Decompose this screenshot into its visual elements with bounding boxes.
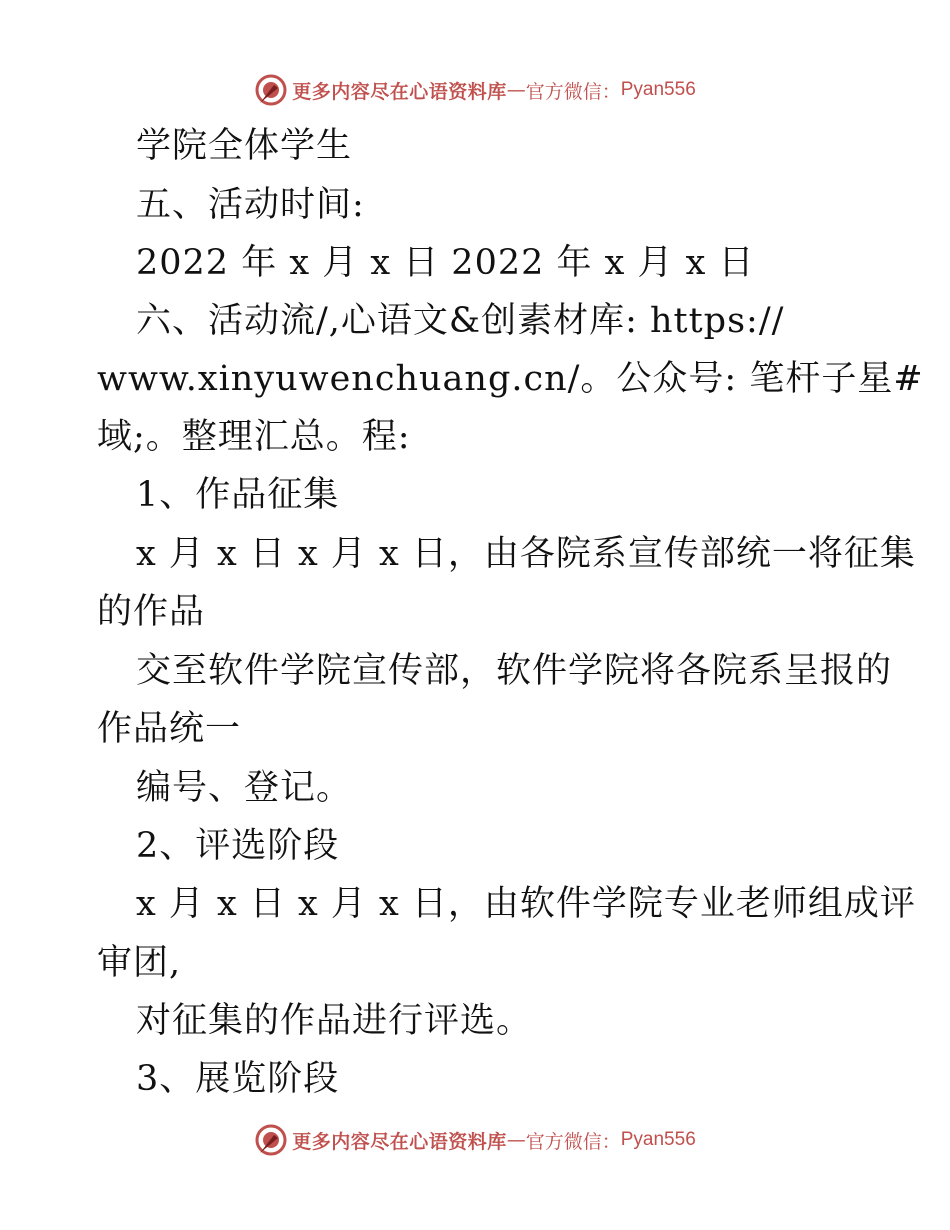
- doc-line: 交至软件学院宣传部，软件学院将各院系呈报的: [136, 651, 893, 691]
- banner-dash: —: [506, 79, 526, 101]
- doc-line: 学院全体学生: [136, 126, 353, 166]
- banner-main-text: 更多内容尽在心语资料库: [292, 80, 507, 103]
- pen-logo-icon: [254, 1123, 288, 1157]
- doc-line: www.xinyuwenchuang.cn/。公众号: 笔杆子星#: [97, 359, 924, 399]
- doc-line: 1、作品征集: [136, 475, 340, 515]
- doc-line: 作品统一: [97, 709, 242, 749]
- footer-banner: [0, 1120, 950, 1160]
- banner-wechat-id: Pyan556: [620, 79, 696, 100]
- banner-main-text: 更多内容尽在心语资料库: [292, 1130, 507, 1153]
- doc-line: x 月 x 日 x 月 x 日，由各院系宣传部统一将征集: [136, 534, 916, 574]
- banner-sub-text: 官方微信：: [525, 80, 621, 103]
- doc-line: 的作品: [97, 592, 206, 632]
- doc-line: 域;。整理汇总。程:: [97, 417, 411, 457]
- doc-line: 六、活动流/,心语文&创素材库: https://: [136, 301, 785, 341]
- doc-line: 3、展览阶段: [136, 1059, 340, 1099]
- header-banner: [0, 70, 950, 110]
- doc-line: 编号、登记。: [136, 768, 353, 808]
- doc-line: 五、活动时间:: [136, 185, 365, 225]
- banner-sub-text: 官方微信：: [525, 1130, 621, 1153]
- doc-line: 对征集的作品进行评选。: [136, 1001, 533, 1041]
- doc-line: x 月 x 日 x 月 x 日，由软件学院专业老师组成评: [136, 884, 916, 924]
- banner-wechat-id: Pyan556: [620, 1129, 696, 1150]
- doc-line: 审团,: [97, 943, 182, 983]
- banner-dash: —: [506, 1129, 526, 1151]
- doc-line: 2022 年 x 月 x 日 2022 年 x 月 x 日: [136, 243, 755, 283]
- doc-line: 2、评选阶段: [136, 826, 340, 866]
- pen-logo-icon: [254, 73, 288, 107]
